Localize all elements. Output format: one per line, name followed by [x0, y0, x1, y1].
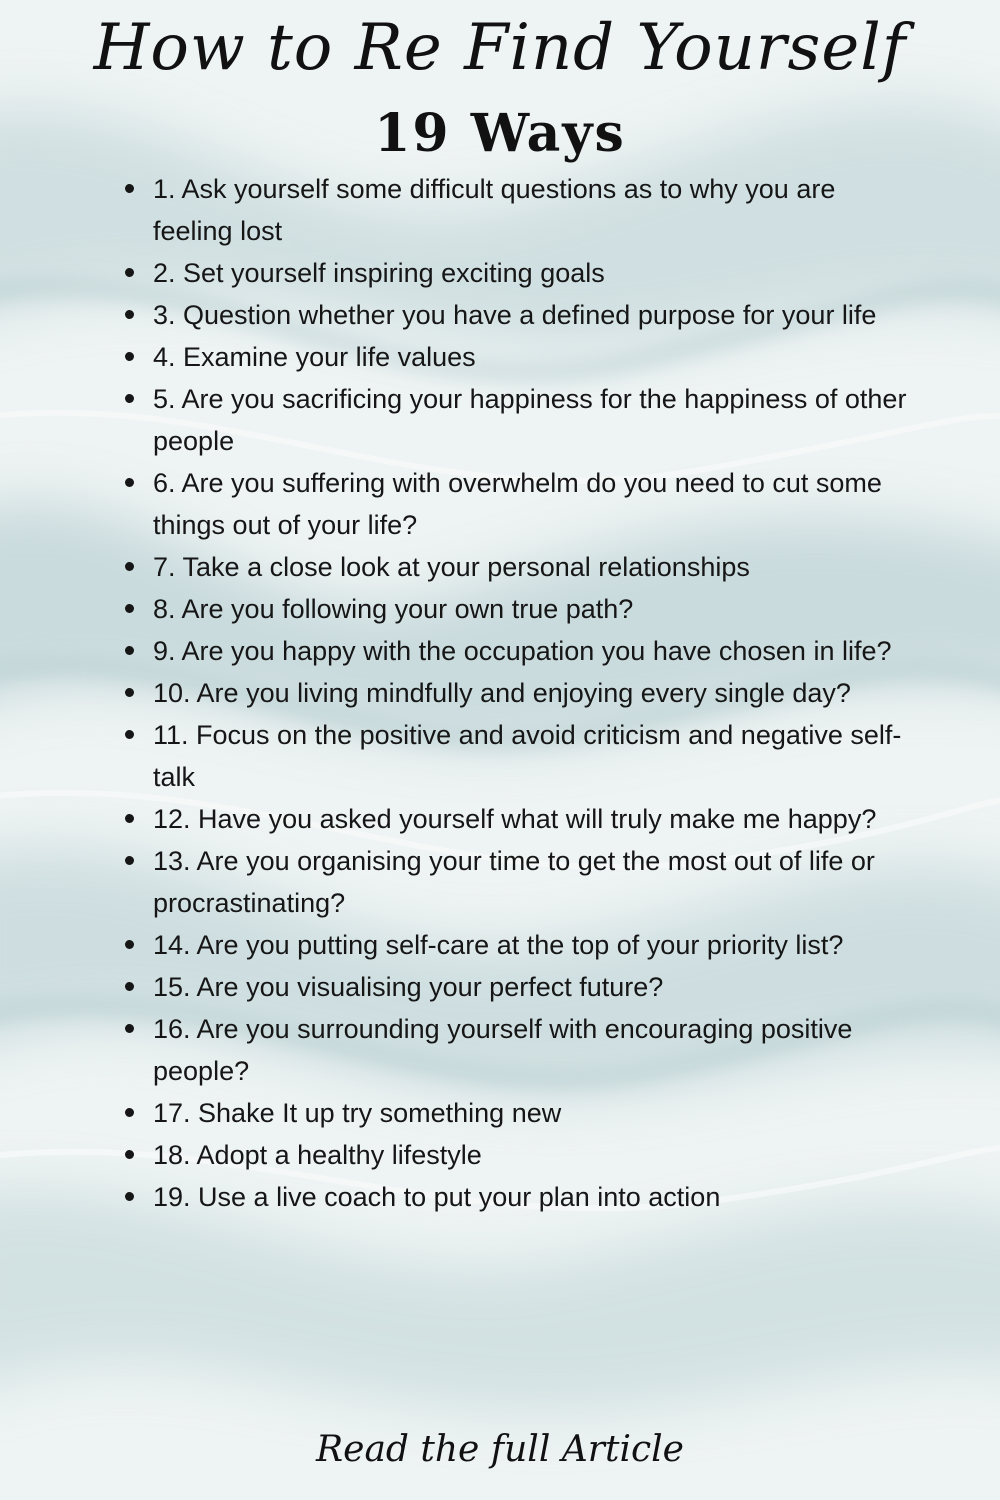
list-item [115, 252, 915, 294]
list-item [115, 546, 915, 588]
list-item [115, 672, 915, 714]
bullet-icon [125, 310, 134, 319]
list-item-text: 1. Ask yourself some difficult questions as to why you are feeling lost [153, 174, 836, 246]
bullet-icon [125, 604, 134, 613]
list-item [115, 840, 915, 924]
list-item-text: 14. Are you putting self-care at the top of your priority list? [153, 930, 844, 960]
list-item-text: 15. Are you visualising your perfect future? [153, 972, 664, 1002]
bullet-icon [125, 856, 134, 865]
list-item [115, 1008, 915, 1092]
list-item [115, 336, 915, 378]
list-item [115, 630, 915, 672]
bullet-icon [125, 646, 134, 655]
list-item [115, 1134, 915, 1176]
list-item-text: 16. Are you surrounding yourself with encouraging positive people? [153, 1014, 853, 1086]
list-item [115, 798, 915, 840]
page-subtitle: 19 Ways [374, 103, 626, 164]
list-item-text: 3. Question whether you have a defined purpose for your life [153, 300, 877, 330]
list-item-text: 17. Shake It up try something new [153, 1098, 562, 1128]
bullet-icon [125, 184, 134, 193]
list-item [115, 924, 915, 966]
list-item-text: 18. Adopt a healthy lifestyle [153, 1140, 482, 1170]
bullet-icon [125, 1024, 134, 1033]
list-item-text: 5. Are you sacrificing your happiness for the happiness of other people [153, 384, 907, 456]
list-item [115, 294, 915, 336]
bullet-icon [125, 814, 134, 823]
bullet-icon [125, 940, 134, 949]
list-item-text: 11. Focus on the positive and avoid criticism and negative self-talk [153, 720, 902, 792]
read-article-link[interactable]: Read the full Article [316, 1429, 684, 1470]
list-item [115, 462, 915, 546]
bullet-icon [125, 562, 134, 571]
bullet-icon [125, 982, 134, 991]
list-item-text: 19. Use a live coach to put your plan into action [153, 1182, 721, 1212]
list-item [115, 1092, 915, 1134]
bullet-icon [125, 1192, 134, 1201]
bullet-icon [125, 1150, 134, 1159]
list-item-text: 2. Set yourself inspiring exciting goals [153, 258, 605, 288]
list-item [115, 168, 915, 252]
list-item-text: 8. Are you following your own true path? [153, 594, 634, 624]
list-item-text: 6. Are you suffering with overwhelm do you need to cut some things out of your life? [153, 468, 882, 540]
list-item-text: 12. Have you asked yourself what will truly make me happy? [153, 804, 877, 834]
page-title: How to Re Find Yourself [93, 11, 907, 85]
bullet-icon [125, 1108, 134, 1117]
bullet-icon [125, 478, 134, 487]
bullet-icon [125, 688, 134, 697]
list-item-text: 4. Examine your life values [153, 342, 476, 372]
list-item [115, 966, 915, 1008]
list-item [115, 588, 915, 630]
list-item-text: 13. Are you organising your time to get the most out of life or procrastinating? [153, 846, 875, 918]
list-item [115, 714, 915, 798]
bullet-icon [125, 352, 134, 361]
bullet-icon [125, 394, 134, 403]
list-item [115, 378, 915, 462]
list-item-text: 10. Are you living mindfully and enjoying every single day? [153, 678, 851, 708]
ways-list [115, 168, 915, 1218]
list-item-text: 7. Take a close look at your personal relationships [153, 552, 750, 582]
list-item [115, 1176, 915, 1218]
bullet-icon [125, 268, 134, 277]
bullet-icon [125, 730, 134, 739]
list-item-text: 9. Are you happy with the occupation you have chosen in life? [153, 636, 892, 666]
